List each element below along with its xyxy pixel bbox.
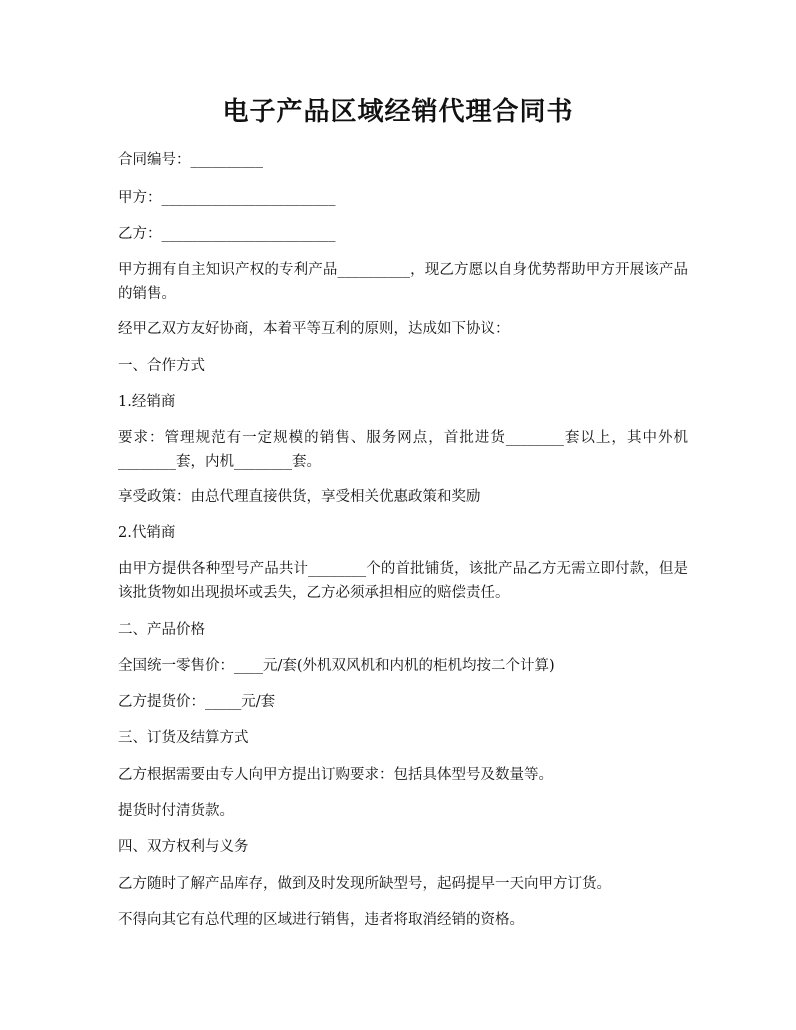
subsection-heading-consignee: 2.代销商	[118, 525, 176, 541]
pickup-price-paragraph: 乙方提货价：_____元/套	[118, 694, 276, 710]
retail-price-paragraph: 全国统一零售价：____元/套(外机双风机和内机的柜机均按二个计算)	[118, 658, 555, 674]
section-heading-cooperation: 一、合作方式	[118, 358, 205, 374]
agreement-paragraph: 经甲乙双方友好协商，本着平等互利的原则，达成如下协议：	[118, 321, 510, 337]
section-heading-rights: 四、双方权利与义务	[118, 839, 249, 855]
inventory-paragraph: 乙方随时了解产品库存，做到及时发现所缺型号，起码提早一天向甲方订货。	[118, 876, 611, 892]
consignee-paragraph: 由甲方提供各种型号产品共计________个的首批铺货，该批产品乙方无需立即付款，但是该批货物如出现损坏或丢失，乙方必须承担相应的赔偿责任。	[118, 561, 688, 601]
payment-paragraph: 提货时付清货款。	[118, 803, 234, 819]
subsection-heading-distributor: 1.经销商	[118, 394, 176, 410]
sales-region-paragraph: 不得向其它有总代理的区域进行销售，违者将取消经销的资格。	[118, 912, 524, 928]
ordering-paragraph: 乙方根据需要由专人向甲方提出订购要求：包括具体型号及数量等。	[118, 767, 553, 783]
party-b-field: 乙方：________________________	[118, 226, 336, 242]
document-title: 电子产品区域经销代理合同书	[222, 97, 574, 127]
section-heading-ordering: 三、订货及结算方式	[118, 730, 249, 746]
distributor-policy-paragraph: 享受政策：由总代理直接供货，享受相关优惠政策和奖励	[118, 489, 481, 505]
contract-number-field: 合同编号：__________	[118, 152, 263, 168]
party-a-field: 甲方：________________________	[118, 190, 336, 206]
section-heading-price: 二、产品价格	[118, 622, 205, 638]
intro-paragraph: 甲方拥有自主知识产权的专利产品__________，现乙方愿以自身优势帮助甲方开展该产品的销售。	[118, 262, 688, 302]
distributor-requirements-paragraph: 要求：管理规范有一定规模的销售、服务网点，首批进货________套以上，其中外机________套，内机________套。	[118, 430, 688, 470]
